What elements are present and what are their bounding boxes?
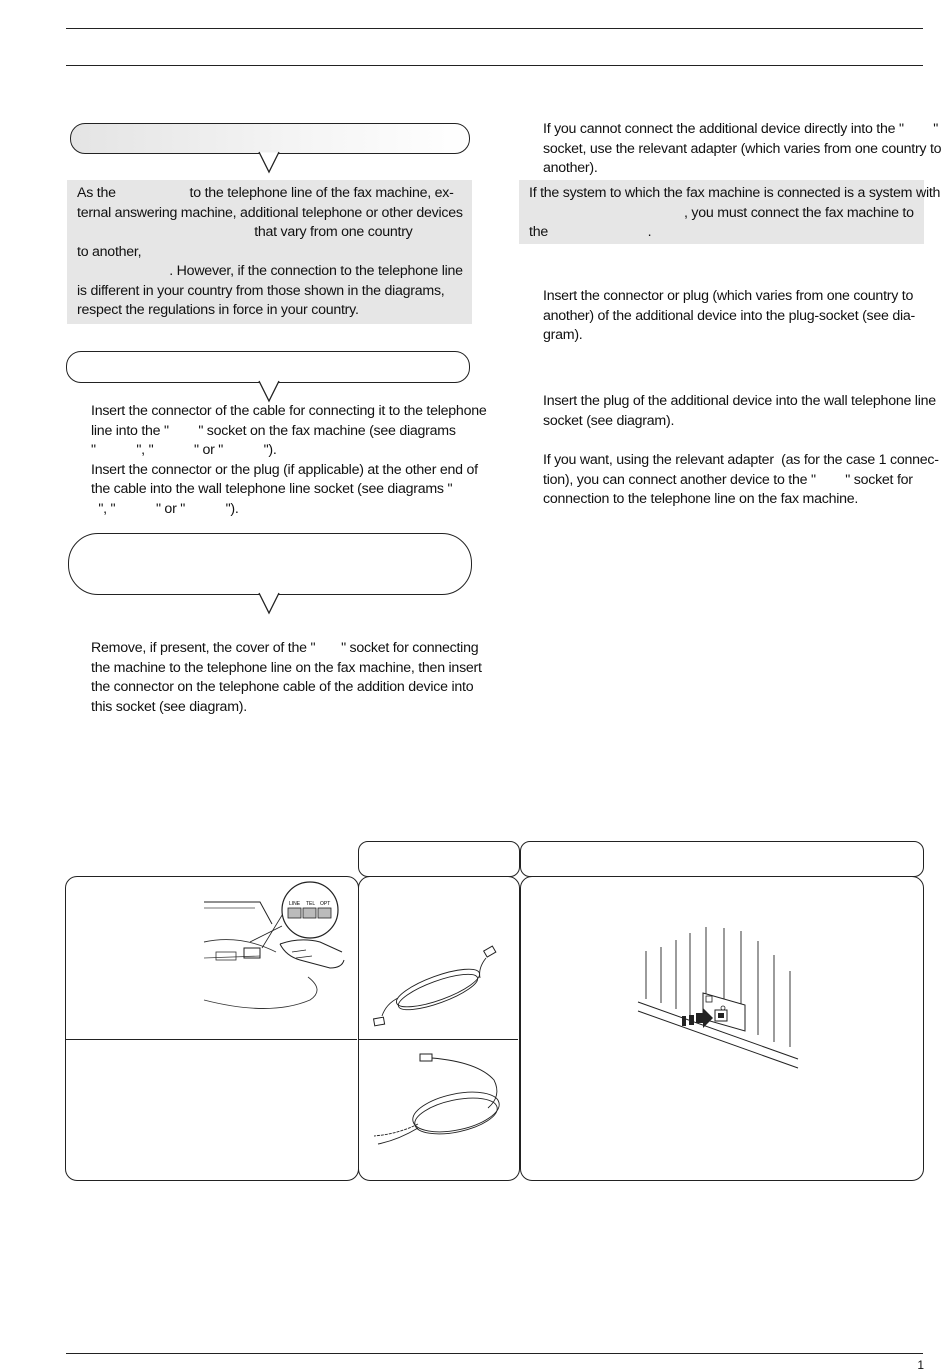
intro-line: ternal answering machine, additional telephone or other devices — [77, 204, 463, 221]
bubble-pointer — [258, 381, 280, 403]
system-note — [529, 184, 941, 243]
case1-line: Insert the connector of the cable for connecting it to the telephone — [91, 403, 487, 419]
case2-line: Remove, if present, the cover of the " " socket for connecting — [91, 640, 479, 656]
another-device-instructions — [543, 451, 939, 510]
wall-socket-diagram-header — [520, 841, 924, 877]
adapter-note — [543, 120, 942, 179]
case2-heading-bubble — [68, 533, 472, 595]
adapter-line: If you cannot connect the additional device directly into the " " — [543, 121, 939, 137]
case2-line: the connector on the telephone cable of the addition device into — [91, 679, 474, 695]
intro-note — [77, 184, 462, 321]
wall-socket-line: socket (see diagram). — [543, 412, 675, 429]
system-line: If the system to which the fax machine is connected is a system with — [529, 185, 941, 201]
case1-line: ", " " or " "). — [91, 500, 239, 517]
case2-instructions — [91, 639, 482, 717]
another-device-line: If you want, using the relevant adapter (as for the case 1 connec- — [543, 452, 939, 468]
wall-socket-illustration — [635, 925, 810, 1070]
system-line: , you must connect the fax machine to — [529, 204, 914, 221]
system-line: the . — [529, 224, 652, 240]
socket-label-tel: TEL — [306, 901, 316, 907]
footer-rule — [66, 1353, 923, 1354]
intro-line: . However, if the connection to the telephone line — [77, 263, 463, 279]
case1-line: " ", " " or " "). — [91, 442, 277, 458]
intro-line: As the to the telephone line of the fax machine, ex- — [77, 185, 454, 201]
fax-machine-illustration — [200, 882, 350, 1012]
adapter-cable-illustration — [368, 1050, 513, 1150]
case2-line: the machine to the telephone line on the fax machine, then insert — [91, 659, 482, 676]
bubble-pointer — [258, 593, 280, 615]
intro-line: to another, — [77, 243, 142, 260]
case1-instructions — [91, 402, 487, 519]
case1-line: line into the " " socket on the fax machine (see diagrams — [91, 422, 456, 439]
cable-diagram-header — [358, 841, 520, 877]
intro-line: is different in your country from those shown in the diagrams, — [77, 282, 445, 299]
socket-label-line: LINE — [289, 901, 301, 907]
case1-line: the cable into the wall telephone line socket (see diagrams " — [91, 481, 453, 497]
wall-socket-instructions — [543, 392, 936, 431]
wall-socket-line: Insert the plug of the additional device into the wall telephone line — [543, 393, 936, 409]
header-rule-top — [66, 28, 923, 29]
plug-socket-instructions — [543, 287, 924, 346]
case1-line: Insert the connector or the plug (if applicable) at the other end of — [91, 461, 478, 478]
header-rule-bottom — [66, 65, 923, 66]
intro-line: that vary from one country — [77, 224, 413, 240]
plug-socket-line: another) of the additional device into the plug-socket (see dia- — [543, 307, 916, 324]
adapter-line: socket, use the relevant adapter (which varies from one country to — [543, 140, 942, 157]
socket-label-opt: OPT — [320, 901, 331, 907]
another-device-line: tion), you can connect another device to the " " socket for — [543, 471, 913, 488]
page-number: 1 — [917, 1358, 924, 1372]
case1-heading-bubble — [66, 351, 470, 383]
panel-divider — [359, 1039, 518, 1040]
intro-line: respect the regulations in force in your country. — [77, 302, 359, 318]
telephone-cable-illustration — [368, 944, 513, 1036]
adapter-line: another). — [543, 160, 598, 176]
plug-socket-line: Insert the connector or plug (which varies from one country to — [543, 288, 914, 304]
another-device-line: connection to the telephone line on the fax machine. — [543, 491, 859, 507]
plug-socket-line: gram). — [543, 327, 583, 343]
case2-line: this socket (see diagram). — [91, 698, 247, 715]
panel-divider — [66, 1039, 357, 1040]
bubble-pointer — [258, 152, 280, 174]
section-heading-bubble — [70, 123, 470, 154]
